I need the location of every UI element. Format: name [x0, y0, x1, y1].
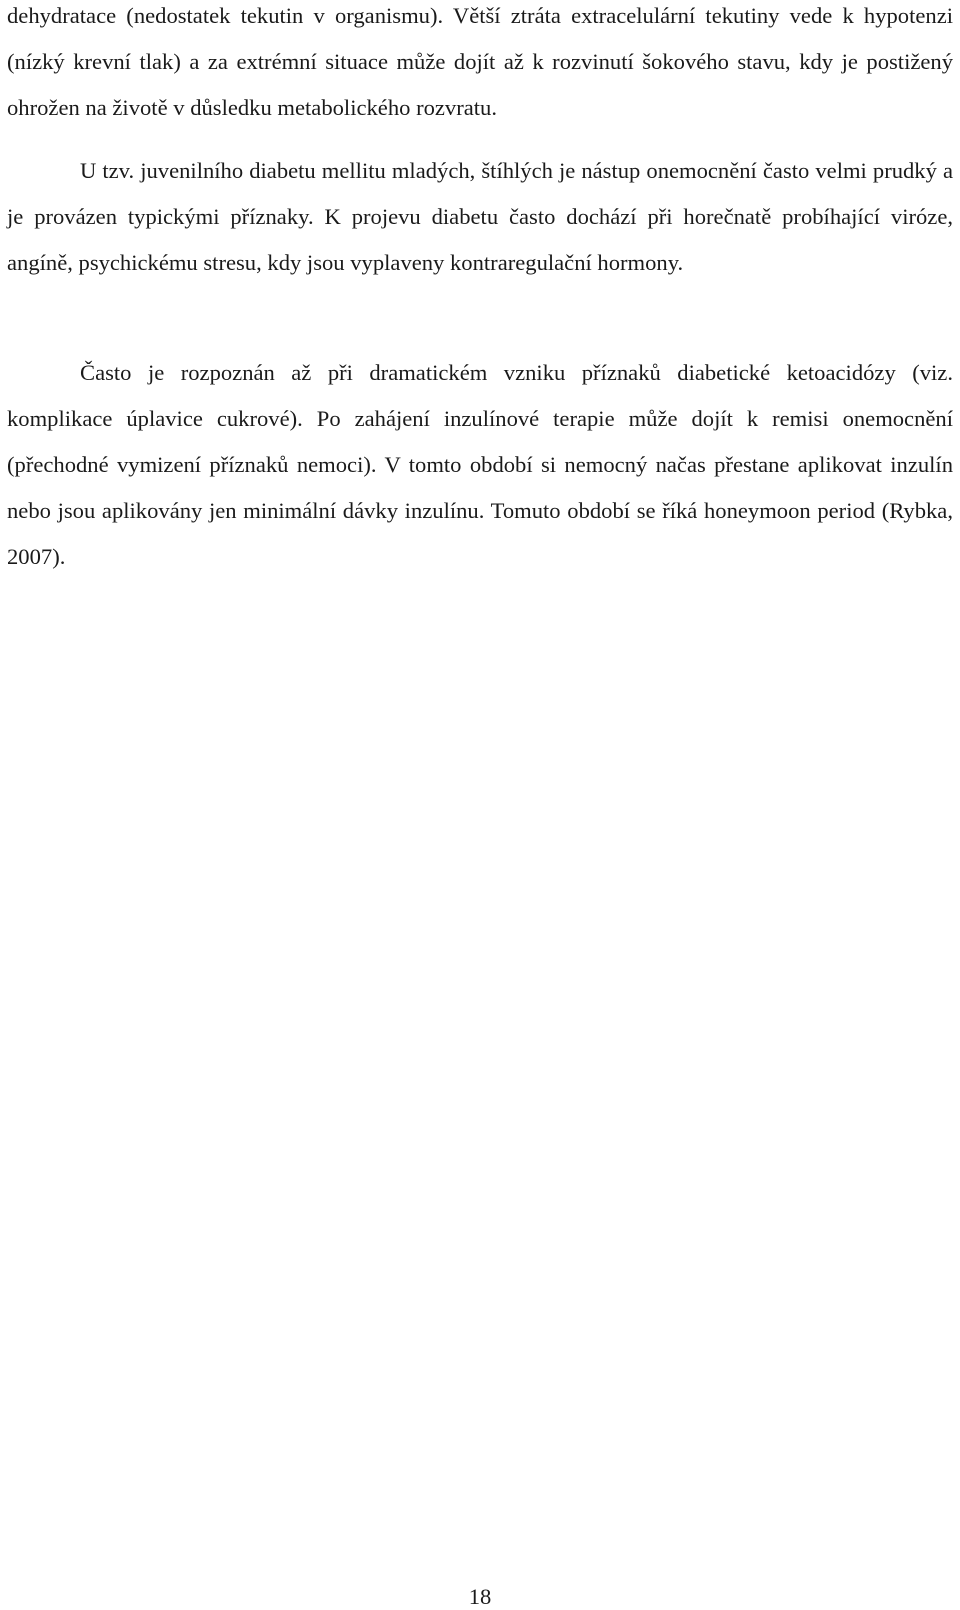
- paragraph-ketoacidosis-honeymoon-period: Často je rozpoznán až při dramatickém vzniku příznaků diabetické ketoacidózy (viz. komplikace úplavice cukrové). Po zahájení inzulínové terapie může dojít k remisi onemocnění (přechodné vymizení příznaků nemoci). V tomto období si nemocný načas přestane aplikovat inzulín nebo jsou aplikovány jen minimální dávky inzulínu. Tomuto období se říká honeymoon period (Rybka, 2007).: [7, 360, 953, 569]
- paragraph-dehydration-hypotension: dehydratace (nedostatek tekutin v organismu). Větší ztráta extracelulární tekutiny vede k hypotenzi (nízký krevní tlak) a za extrémní situace může dojít až k rozvinutí šokového stavu, kdy je postižený ohrožen na životě v důsledku metabolického rozvratu.: [7, 3, 953, 120]
- paragraph-juvenile-diabetes-onset: U tzv. juvenilního diabetu mellitu mladých, štíhlých je nástup onemocnění často velmi prudký a je provázen typickými příznaky. K projevu diabetu často dochází při horečnatě probíhající viróze, angíně, psychickému stresu, kdy jsou vyplaveny kontraregulační hormony.: [7, 158, 953, 275]
- page-number: 18: [468, 1584, 492, 1609]
